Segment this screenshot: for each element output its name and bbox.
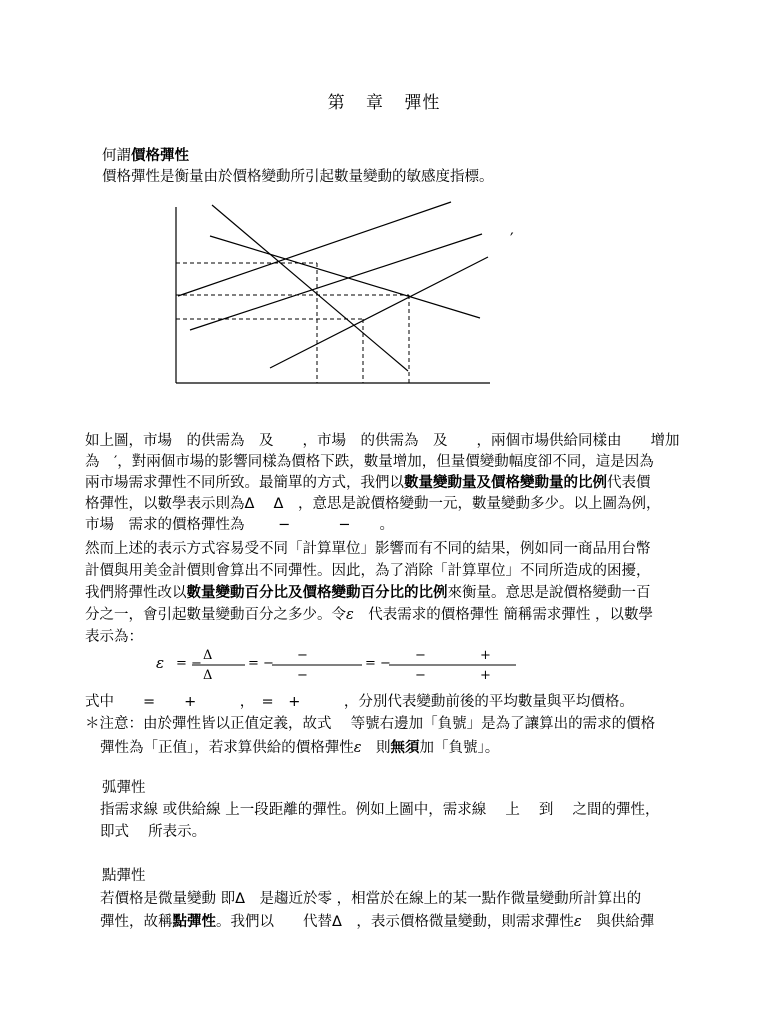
page-title: 第 章 彈性 [327,93,441,113]
p2-line1: 然而上述的表示方式容易受不同「計算單位」影響而有不同的結果，例如同一商品用台幣 [85,541,651,557]
formula-eq3: = − [365,656,391,671]
p2-line2: 計價與用美金計價則會算出不同彈性。因此，為了消除「計算單位」不同所造成的困擾， [85,563,651,579]
p2-line3-c: 來衡量。意思是說價格變動一百 [447,585,651,601]
formula-num1: Δ [203,648,213,663]
p1-line1: 如上圖，市場 的供需為 及 ，市場 的供需為 及 ，兩個市場供給同樣由 增加 [85,433,680,449]
epsilon-symbol-3: ε [573,914,582,930]
p3-line3 [100,736,499,757]
s3-line2-c: 。我們以 代替Δ ，表示價格微量變動，則需求彈性 [216,914,574,930]
formula-den3a: − [415,668,426,683]
epsilon-symbol-2: ε [353,740,362,756]
p3-line3-bold: 無須 [390,740,420,756]
p3-line3-c: 則 [361,740,391,756]
heading-prefix: 何謂 [102,148,131,164]
section-heading-arc-elasticity: 弧彈性 [102,780,146,796]
p3-line3-a: 彈性為「正值」，若求算供給的價格彈性 [100,740,354,756]
section-heading-point-elasticity: 點彈性 [102,868,146,884]
p1-line3-c: 代表價 [607,475,651,491]
formula-den2: − [297,668,308,683]
prime-mark: ′ [510,229,514,248]
formula-den3b: + [480,668,491,683]
p3-line2: ＊注意：由於彈性皆以正值定義，故式 等號右邊加「負號」是為了讓算出的需求的價格 [85,716,656,732]
formula-eq1: = − [176,656,202,671]
s3-line2-bold: 點彈性 [172,914,216,930]
p2-line4-a: 分之一，會引起數量變動百分之多少。令 [85,607,346,623]
formula-num3b: + [480,648,491,663]
p1-line5: 市場 需求的價格彈性為 − − 。 [85,517,395,533]
heading-bold: 價格彈性 [131,148,189,164]
definition-text: 價格彈性是衡量由於價格變動所引起數量變動的敏感度指標。 [102,169,494,185]
formula-epsilon: ε [156,654,165,672]
formula-eq2: = − [248,656,274,671]
p2-line5: 表示為： [85,629,143,645]
p1-line4: 格彈性，以數學表示則為Δ Δ ，意思是說價格變動一元，數量變動多少。以上圖為例， [85,496,661,512]
s3-line1: 若價格是微量變動 即Δ 是趨近於零 ，相當於在線上的某一點作微量變動所計算出的 [100,891,642,907]
s3-line2 [100,910,654,931]
p3-line3-e: 加「負號」。 [419,740,500,756]
p2-line3-a: 我們將彈性改以 [85,585,187,601]
formula-num2: − [297,648,308,663]
formula-num3a: − [415,648,426,663]
s3-line2-a: 彈性，故稱 [100,914,173,930]
s2-line2: 即式 所表示。 [100,824,207,840]
p3-line1: 式中 = + ， = + ，分別代表變動前後的平均數量與平均價格。 [85,694,634,710]
p2-line3-bold: 數量變動百分比及價格變動百分比的比例 [186,585,448,601]
formula-den1: Δ [203,668,213,683]
p1-line3-a: 兩市場需求彈性不同所致。最簡單的方式，我們以 [85,475,404,491]
s2-line1: 指需求線 或供給線 上一段距離的彈性。例如上圖中，需求線 上 到 之間的彈性， [100,802,660,818]
epsilon-symbol: ε [346,607,354,623]
p1-line3-bold: 數量變動量及價格變動量的比例 [404,475,607,491]
p1-line2: 為 ′，對兩個市場的影響同樣為價格下跌，數量增加，但量價變動幅度卻不同，這是因為 [85,454,654,470]
p2-line4-c: 代表需求的價格彈性 簡稱需求彈性 ，以數學 [353,607,653,623]
s3-line2-e: 與供給彈 [581,914,655,930]
